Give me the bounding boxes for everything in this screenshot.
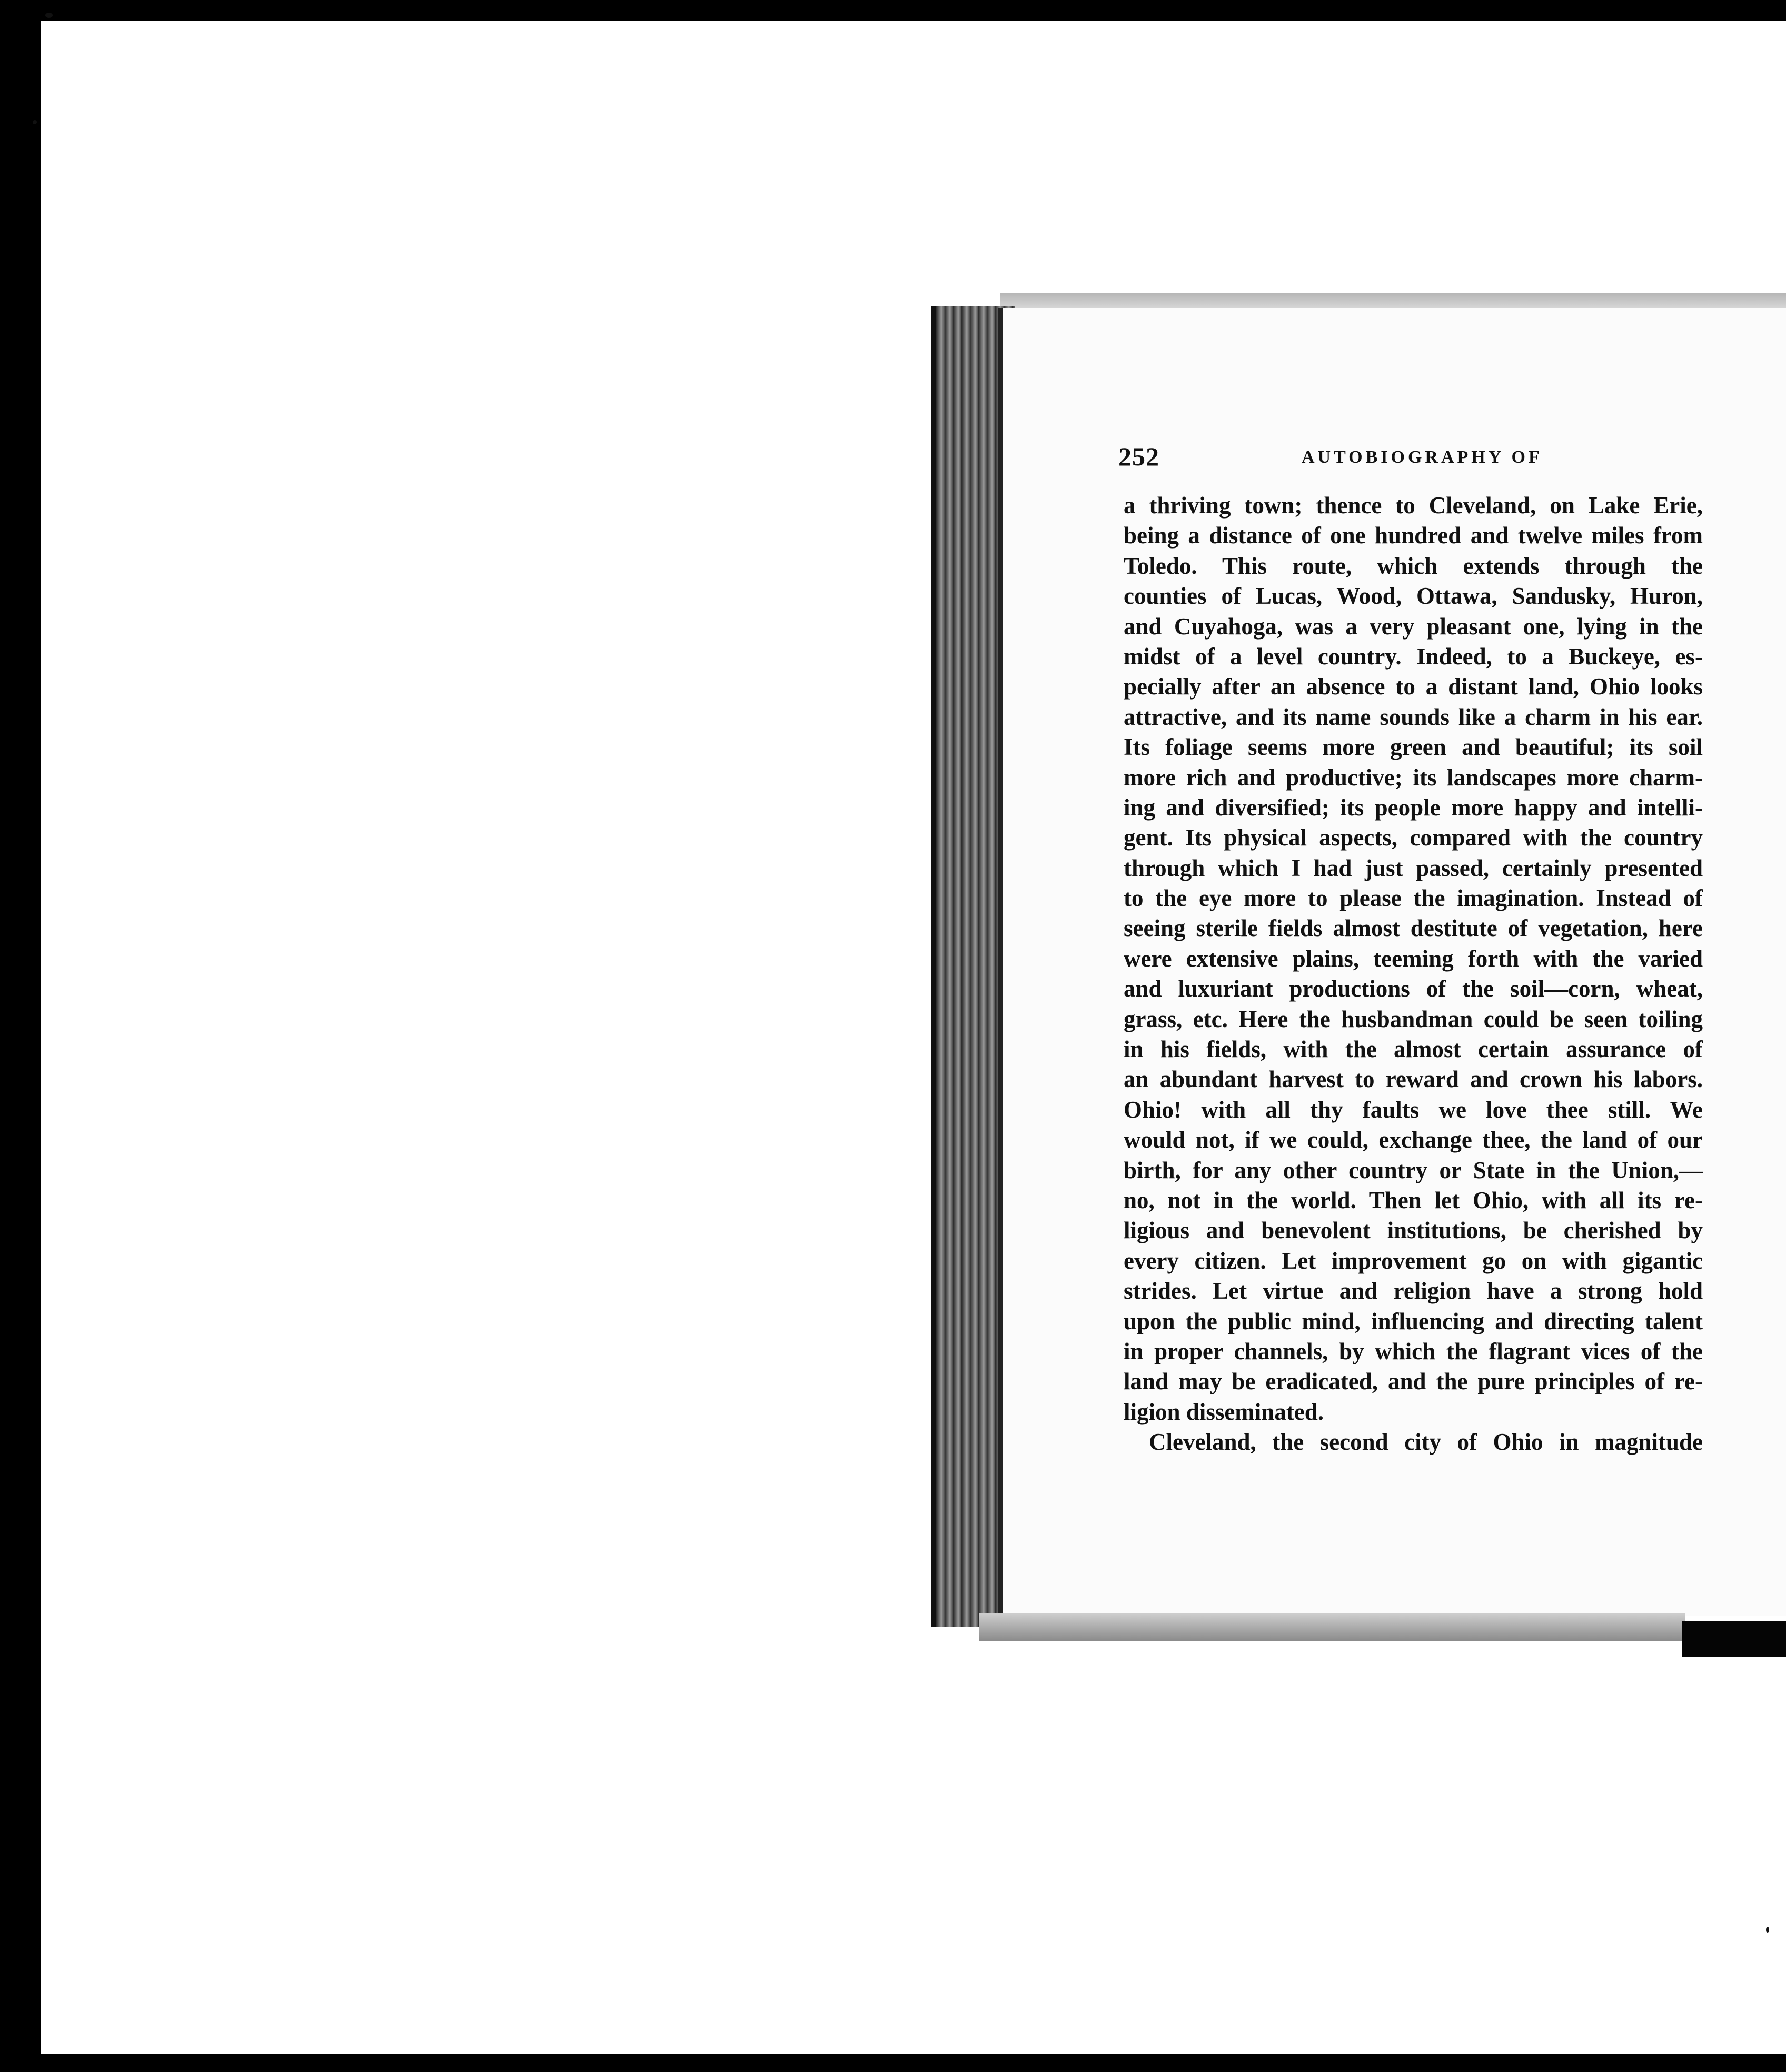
text-line: gent. Its physical aspects, compared with the country	[1124, 824, 1703, 851]
body-text	[1124, 491, 1703, 1458]
text-line: seeing sterile fields almost destitute of vegetation, here	[1124, 915, 1703, 942]
text-line: in his fields, with the almost certain assurance of	[1124, 1036, 1703, 1063]
text-line: more rich and productive; its landscapes more charm-	[1124, 764, 1703, 791]
text-line: midst of a level country. Indeed, to a Buckeye, es-	[1124, 643, 1703, 670]
text-line: a thriving town; thence to Cleveland, on Lake Erie,	[1124, 492, 1703, 519]
text-line: being a distance of one hundred and twelve miles from	[1124, 522, 1703, 549]
text-line: every citizen. Let improvement go on with gigantic	[1124, 1247, 1703, 1274]
text-line: strides. Let virtue and religion have a strong hold	[1124, 1278, 1703, 1304]
text-line: an abundant harvest to reward and crown his labors.	[1124, 1066, 1703, 1093]
text-line: ligion disseminated.	[1124, 1398, 1324, 1425]
film-speck	[1766, 1927, 1769, 1933]
text-line: ing and diversified; its people more happy and intelli-	[1124, 794, 1703, 821]
book-bottom-edge	[979, 1613, 1685, 1641]
film-corner-block	[1682, 1621, 1786, 1657]
text-line: counties of Lucas, Wood, Ottawa, Sandusky, Huron,	[1124, 583, 1703, 610]
text-line: and luxuriant productions of the soil—corn, wheat,	[1124, 975, 1703, 1002]
text-line: no, not in the world. Then let Ohio, with all its re-	[1124, 1187, 1703, 1213]
text-line: Its foliage seems more green and beautiful; its soil	[1124, 734, 1703, 761]
text-line: grass, etc. Here the husbandman could be seen toiling	[1124, 1005, 1703, 1032]
text-line: Cleveland, the second city of Ohio in magnitude	[1149, 1429, 1703, 1456]
text-line: would not, if we could, exchange thee, the land of our	[1124, 1127, 1703, 1153]
running-head-title: AUTOBIOGRAPHY OF	[1302, 447, 1543, 467]
text-line: pecially after an absence to a distant land, Ohio looks	[1124, 673, 1703, 700]
text-line: Ohio! with all thy faults we love thee still. We	[1124, 1096, 1703, 1123]
text-line: upon the public mind, influencing and directing talent	[1124, 1308, 1703, 1334]
film-speck	[45, 13, 53, 18]
film-speck	[33, 120, 37, 124]
text-line: Toledo. This route, which extends through the	[1124, 552, 1703, 579]
text-line: were extensive plains, teeming forth with the varied	[1124, 945, 1703, 972]
page-number: 252	[1118, 442, 1159, 471]
running-head	[1118, 441, 1703, 473]
text-line: in proper channels, by which the flagrant vices of the	[1124, 1338, 1703, 1364]
text-line: land may be eradicated, and the pure principles of re-	[1124, 1368, 1703, 1395]
text-line: attractive, and its name sounds like a charm in his ear.	[1124, 703, 1703, 730]
text-line: birth, for any other country or State in the Union,—	[1124, 1157, 1703, 1183]
text-line: ligious and benevolent institutions, be cherished by	[1124, 1217, 1703, 1244]
text-line: through which I had just passed, certainly presented	[1124, 854, 1703, 881]
text-line: to the eye more to please the imagination. Instead of	[1124, 885, 1703, 912]
text-line: and Cuyahoga, was a very pleasant one, lying in the	[1124, 613, 1703, 640]
